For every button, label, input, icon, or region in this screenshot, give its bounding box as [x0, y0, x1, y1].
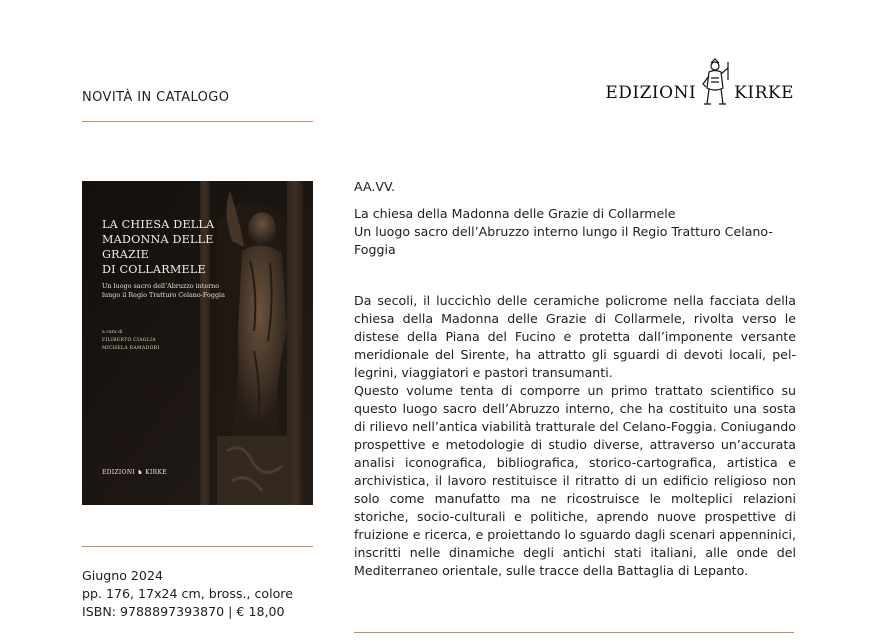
- cover-publisher-icon: ♞: [137, 469, 143, 476]
- cover-title-line: MADONNA DELLE GRAZIE: [102, 233, 214, 261]
- cover-subtitle-line: Un luogo sacro dell’Abruzzo interno: [102, 282, 220, 290]
- book-title-line: Foggia: [354, 242, 396, 257]
- isbn-price: ISBN: 9788897393870 | € 18,00: [82, 604, 285, 619]
- header-divider: [82, 121, 313, 122]
- book-description: [354, 292, 796, 580]
- book-title-line: La chiesa della Madonna delle Grazie di Collarmele: [354, 206, 676, 221]
- bottom-divider: [354, 632, 794, 633]
- cover-cura: a cura di: [102, 330, 123, 335]
- knight-figure-icon: [698, 58, 732, 106]
- publication-date: Giugno 2024: [82, 568, 163, 583]
- book-title-line: Un luogo sacro dell’Abruzzo interno lungo il Regio Tratturo Celano-: [354, 224, 773, 239]
- publisher-logo: [605, 58, 794, 106]
- description-paragraph: Questo volume tenta di comporre un primo trattato scientifico su questo luogo sacro dell’Abruzzo interno, che ha costituito una sosta di rilievo nell’antica viabilità tratturale del Celano-Foggia. Coniugando prospettive e metodologie di studio diverse, attraverso un’accurata analisi iconografica, bibliografica, storico-cartografica, artistica e archivistica, il lavoro restituisce il ritratto di un edificio religioso non solo come manufatto ma ne ricostruisce le molteplici relazioni storiche, socio-culturali e politiche, aprendo nuove prospettive di fruizione e ricerca, e proiettando lo sguardo dagli scenari appenninici, inscritti nelle dinamiche degli antichi stati italiani, alle onde del Mediterraneo orientale, sulle tracce della Battaglia di Lepanto.: [354, 383, 796, 578]
- book-author: AA.VV.: [354, 179, 395, 194]
- section-label: NOVITÀ IN CATALOGO: [82, 90, 230, 105]
- logo-text-left: EDIZIONI: [605, 83, 697, 103]
- cover-publisher-left: EDIZIONI: [102, 469, 136, 476]
- cover-editors: [102, 337, 160, 353]
- description-paragraph: Da secoli, il luccichìo delle ceramiche policrome nella facciata della chiesa della Madonna delle Grazie di Collarmele, rivolta verso le distese della Piana del Fucino e protetta dall’imponente versante meridionale del Sirente, ha attratto gli sguardi di devoti locali, pellegrini, viaggiatori e pastori transumanti.: [354, 293, 796, 380]
- cover-editor: FILIBERTO CIAGLIA: [102, 338, 156, 343]
- cover-subtitle-line: lungo il Regio Tratturo Celano-Foggia: [102, 291, 225, 299]
- info-divider: [82, 546, 313, 547]
- cover-editor: MICHELA RAMADORI: [102, 346, 160, 351]
- book-specs: pp. 176, 17x24 cm, bross., colore: [82, 586, 293, 601]
- book-cover: [82, 181, 313, 505]
- cover-title-line: LA CHIESA DELLA: [102, 218, 215, 231]
- cover-publisher-right: KIRKE: [145, 469, 167, 476]
- cover-title: [102, 217, 252, 277]
- cover-title-line: DI COLLARMELE: [102, 263, 206, 276]
- cover-publisher: [102, 469, 167, 476]
- cover-subtitle: [102, 282, 262, 300]
- book-info: [82, 567, 293, 621]
- logo-text-right: KIRKE: [734, 83, 794, 103]
- book-title: [354, 205, 794, 259]
